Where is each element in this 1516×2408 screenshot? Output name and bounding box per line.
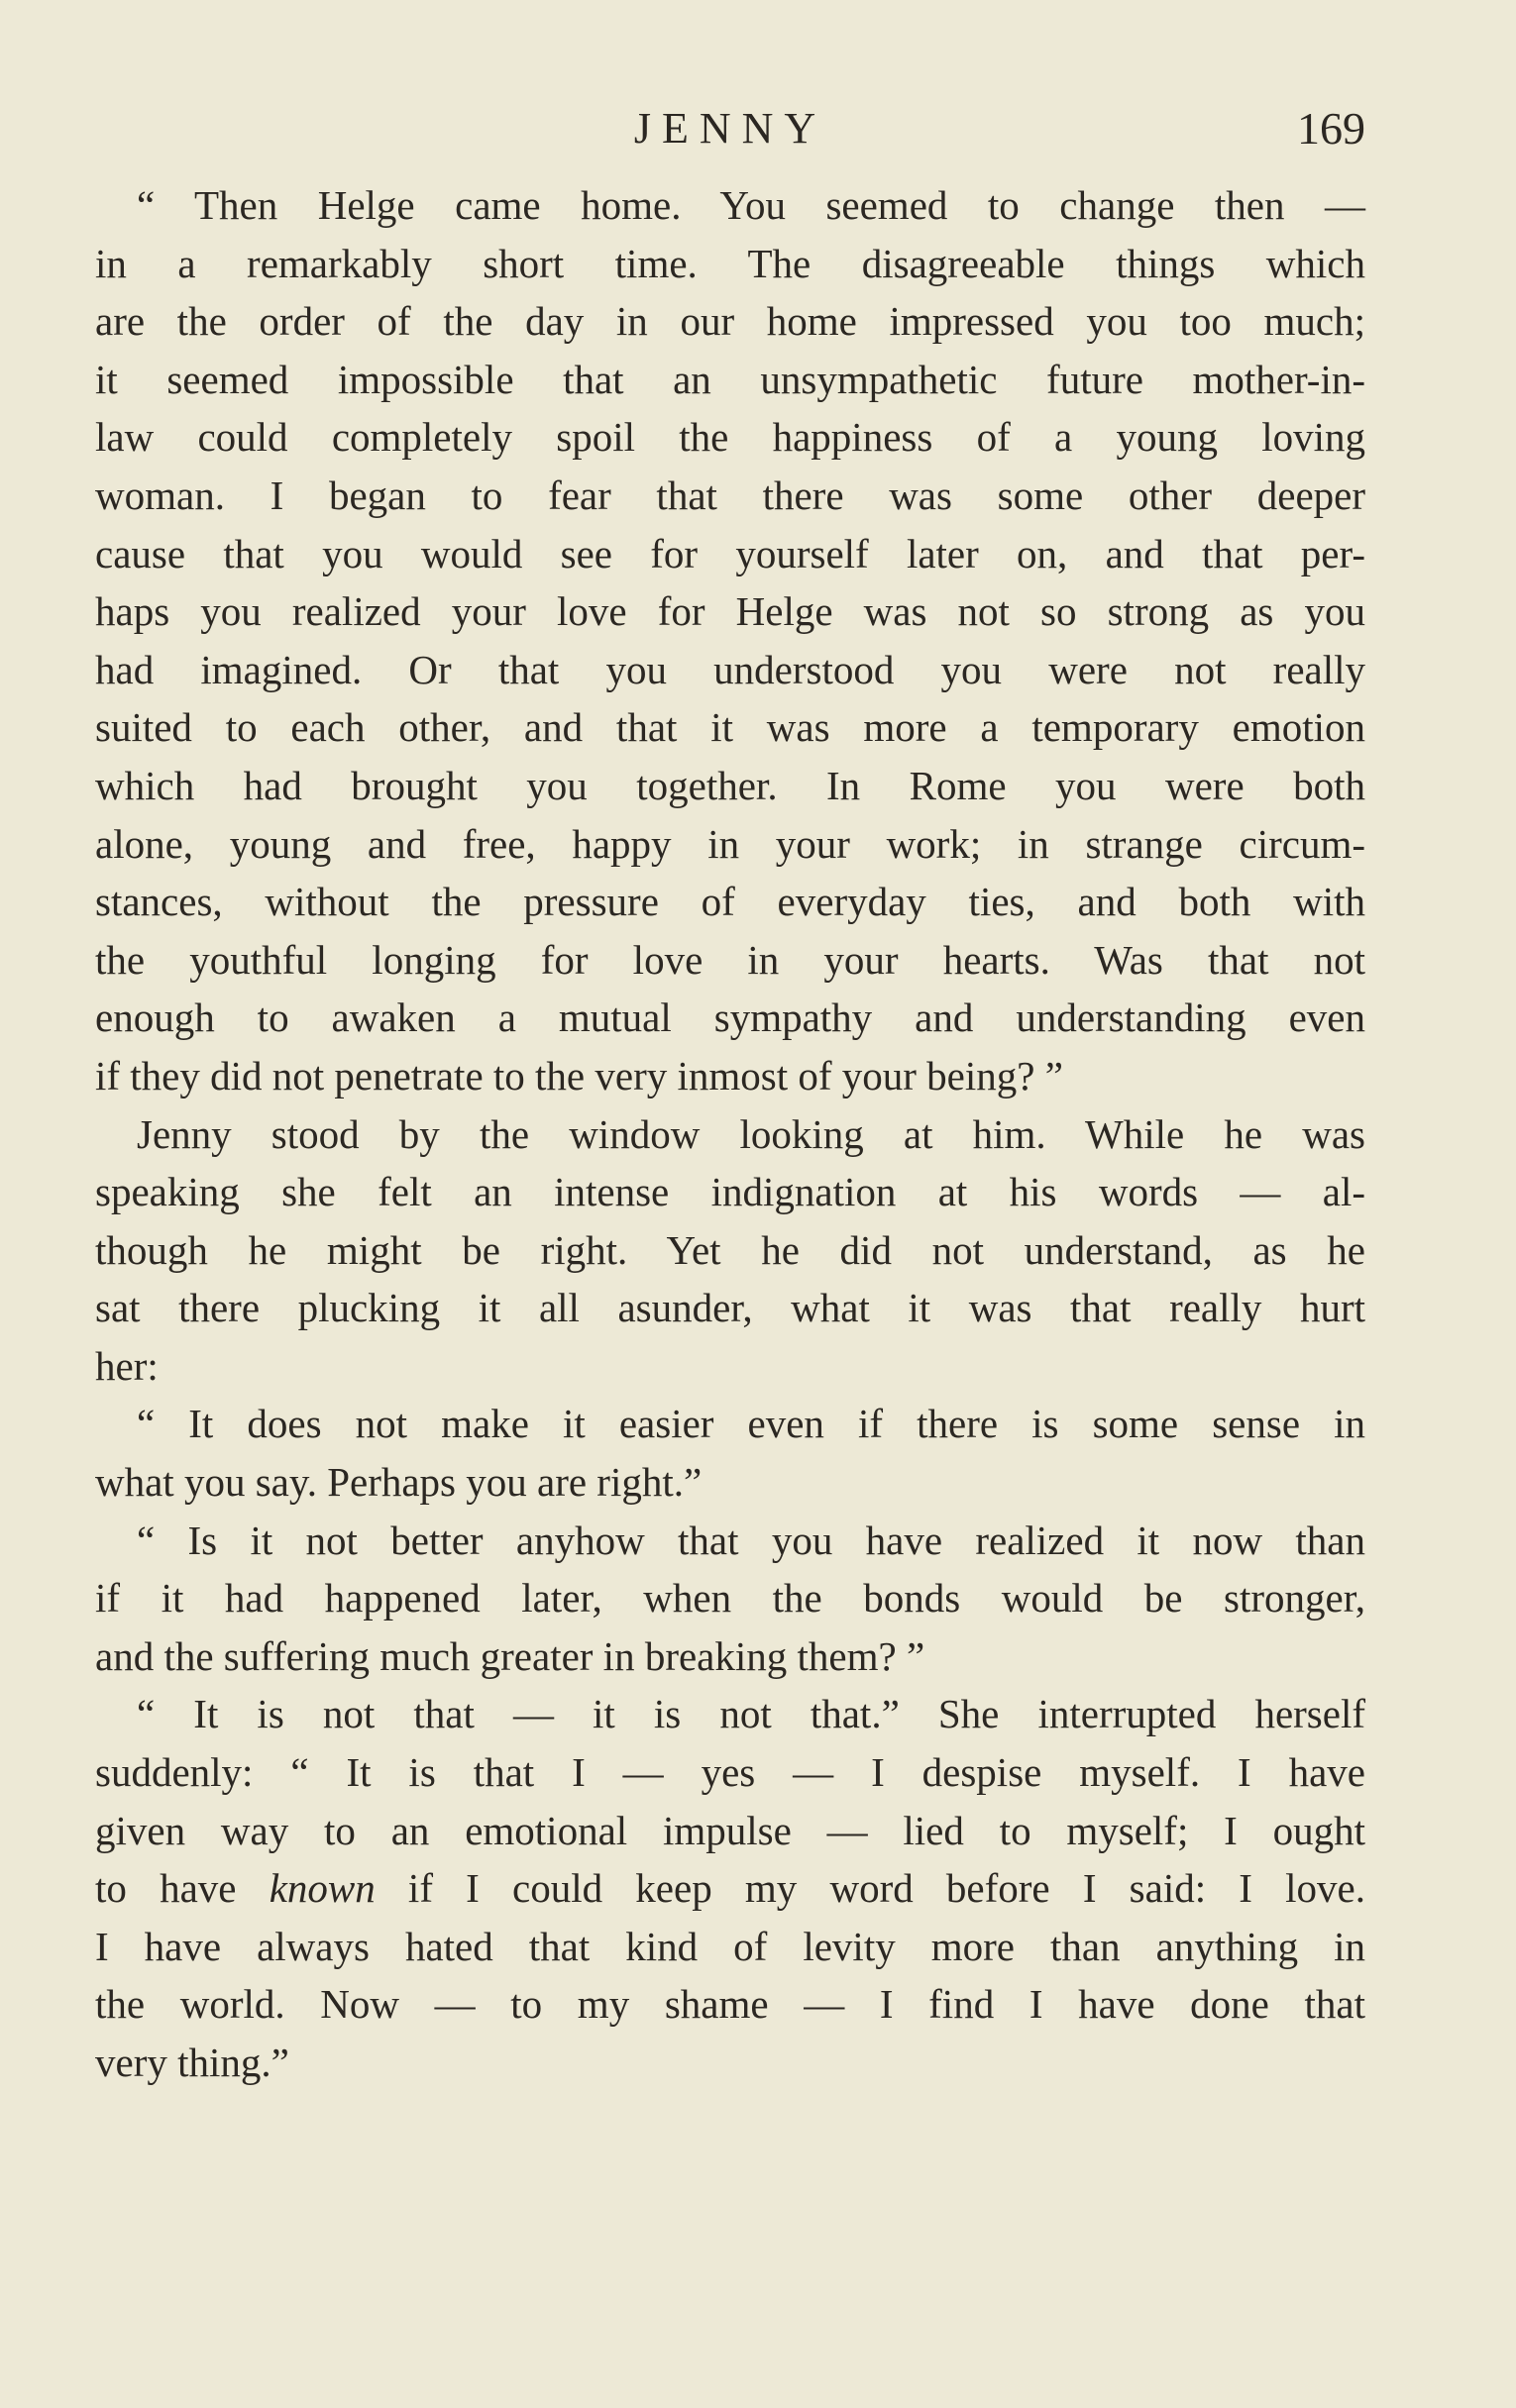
text-line: if they did not penetrate to the very inmost of your being? ”	[95, 1052, 1063, 1099]
text-line: “ Then Helge came home. You seemed to change then —	[137, 182, 1365, 228]
text-line: speaking she felt an intense indignation at his words — al-	[95, 1169, 1365, 1215]
page-body	[95, 176, 1365, 2092]
text-line: if it had happened later, when the bonds would be stronger,	[95, 1575, 1365, 1622]
paragraph	[95, 1685, 1365, 2091]
text-line: her:	[95, 1342, 159, 1389]
text-run: to have	[95, 1865, 270, 1912]
text-line: it seemed impossible that an unsympathetic future mother-in-	[95, 356, 1365, 402]
page-header	[95, 99, 1365, 158]
text-line-with-italic	[95, 1859, 1365, 1918]
text-line: the world. Now — to my shame — I find I have done that	[95, 1981, 1365, 2028]
text-line: very thing.”	[95, 2040, 289, 2085]
paragraph	[95, 176, 1365, 1105]
text-line: I have always hated that kind of levity more than anything in	[95, 1923, 1365, 1969]
text-line: alone, young and free, happy in your work; in strange circum-	[95, 820, 1365, 867]
text-line: suddenly: “ It is that I — yes — I despise myself. I have	[95, 1749, 1365, 1796]
text-line: cause that you would see for yourself later on, and that per-	[95, 530, 1365, 576]
text-line: “ Is it not better anyhow that you have realized it now than	[137, 1517, 1365, 1563]
text-line: enough to awaken a mutual sympathy and understanding even	[95, 995, 1365, 1041]
text-line: suited to each other, and that it was more a temporary emotion	[95, 704, 1365, 751]
text-line: and the suffering much greater in breaking them? ”	[95, 1632, 925, 1679]
text-line: law could completely spoil the happiness of a young loving	[95, 414, 1365, 461]
text-line: sat there plucking it all asunder, what it was that really hurt	[95, 1285, 1365, 1331]
text-line: Jenny stood by the window looking at him. While he was	[137, 1110, 1365, 1157]
paragraph	[95, 1105, 1365, 1396]
text-line: given way to an emotional impulse — lied to myself; I ought	[95, 1807, 1365, 1853]
text-line: “ It does not make it easier even if there is some sense in	[137, 1401, 1365, 1447]
text-run: if I could keep my word before I said: I love.	[375, 1865, 1365, 1912]
text-line: which had brought you together. In Rome you were both	[95, 762, 1365, 808]
paragraph	[95, 1512, 1365, 1686]
text-line: “ It is not that — it is not that.” She interrupted herself	[137, 1691, 1365, 1737]
italic-word: known	[269, 1865, 376, 1912]
text-line: are the order of the day in our home impressed you too much;	[95, 298, 1365, 345]
text-line: haps you realized your love for Helge was not so strong as you	[95, 588, 1365, 635]
page-number: 169	[1297, 103, 1365, 154]
text-line: woman. I began to fear that there was some other deeper	[95, 471, 1365, 518]
running-title: JENNY	[633, 104, 827, 153]
text-line: though he might be right. Yet he did not understand, as he	[95, 1226, 1365, 1273]
text-line: the youthful longing for love in your hearts. Was that not	[95, 936, 1365, 983]
paragraph	[95, 1395, 1365, 1511]
text-line: in a remarkably short time. The disagreeable things which	[95, 240, 1365, 286]
text-line: what you say. Perhaps you are right.”	[95, 1459, 703, 1506]
text-line: had imagined. Or that you understood you were not really	[95, 646, 1365, 692]
text-line: stances, without the pressure of everyday ties, and both with	[95, 879, 1365, 925]
